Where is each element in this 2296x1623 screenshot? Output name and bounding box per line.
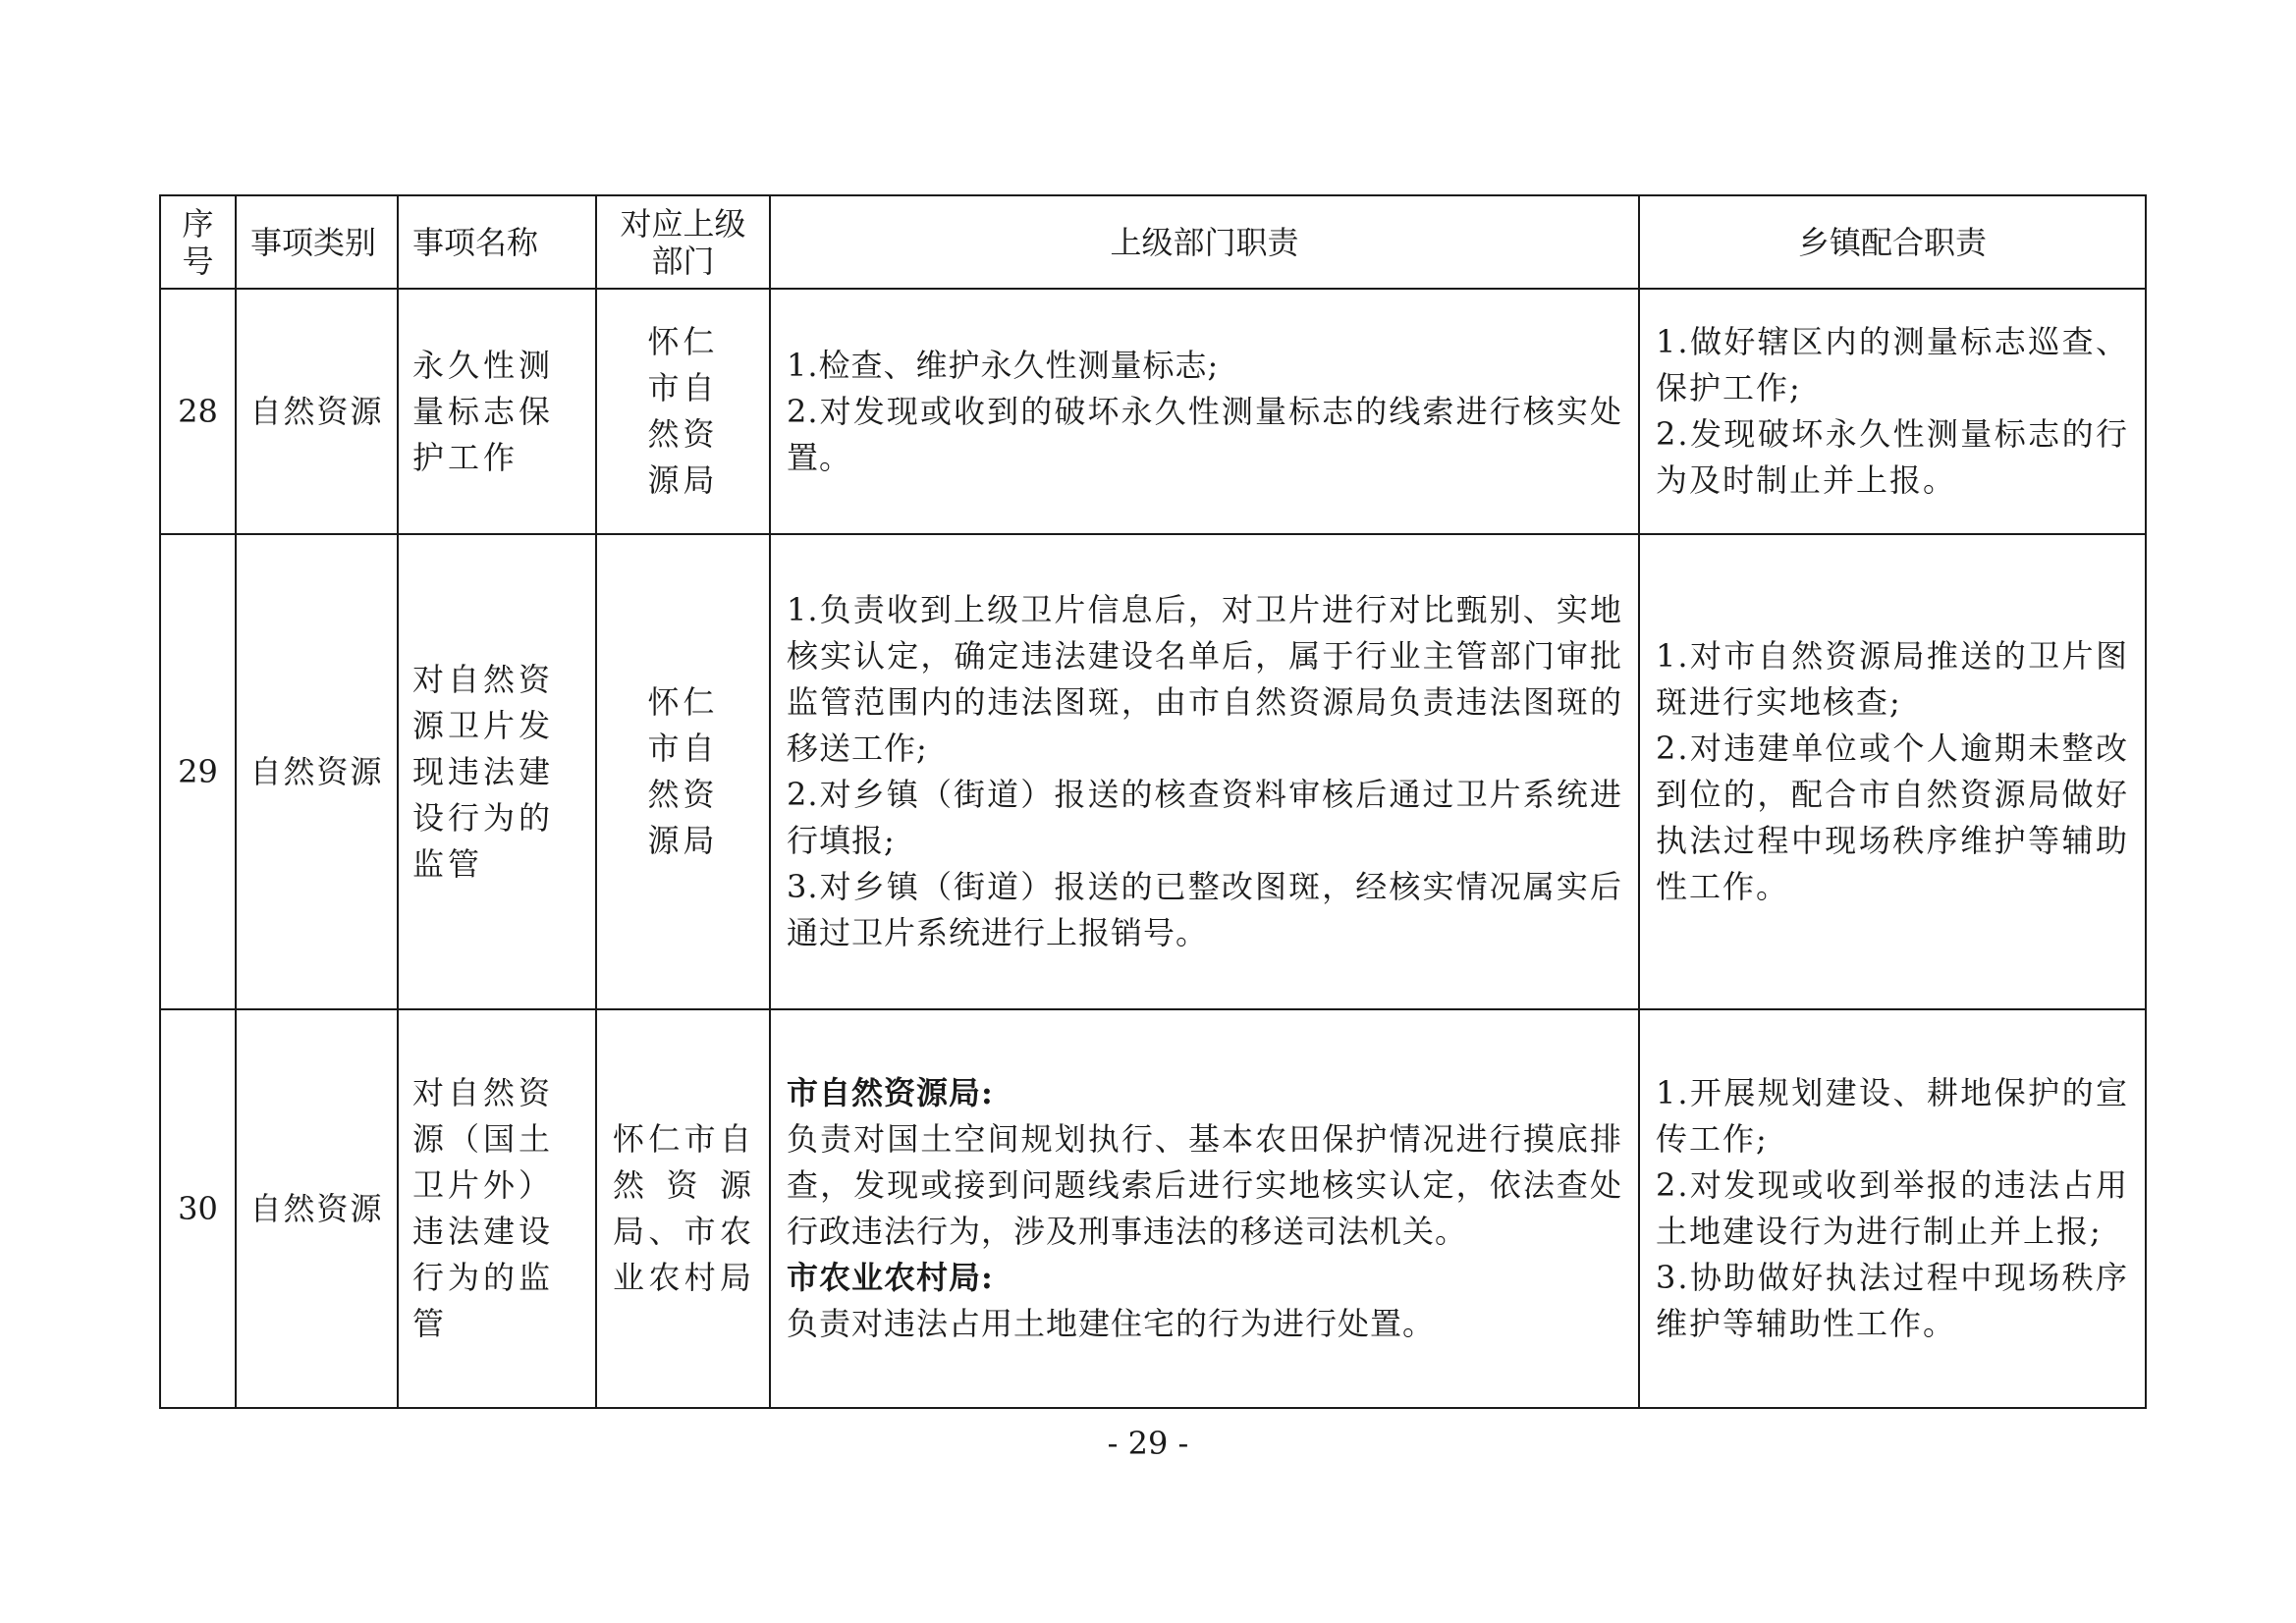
header-dept: 对应上级部门 xyxy=(596,195,770,289)
page-number: - 29 - xyxy=(1107,1425,1189,1462)
header-name: 事项名称 xyxy=(398,195,596,289)
town-duty-item: 1.对市自然资源局推送的卫片图斑进行实地核查; xyxy=(1656,637,2129,721)
row-name: 对自然资源（国土卫片外）违法建设行为的监管 xyxy=(398,1009,596,1408)
duty-item: 1.负责收到上级卫片信息后，对卫片进行对比甄别、实地核实认定，确定违法建设名单后，属于行业主管部门审批监管范围内的违法图斑，由市自然资源局负责违法图斑的移送工作; xyxy=(787,591,1622,767)
table-row xyxy=(160,289,2146,534)
row-category: 自然资源 xyxy=(236,534,398,1009)
town-duty-item: 2.对违建单位或个人逾期未整改到位的，配合市自然资源局做好执法过程中现场秩序维护等辅助性工作。 xyxy=(1656,730,2129,905)
row-name: 对自然资源卫片发现违法建设行为的监管 xyxy=(398,534,596,1009)
duty-section-title: 市自然资源局: xyxy=(787,1074,994,1111)
row-dept: 怀仁市自然资源局 xyxy=(596,534,770,1009)
row-seq: 28 xyxy=(160,289,236,534)
row-upper-duty xyxy=(770,534,1639,1009)
row-dept: 怀仁市自然资源局 xyxy=(596,289,770,534)
header-upper-duty: 上级部门职责 xyxy=(770,195,1639,289)
row-upper-duty xyxy=(770,289,1639,534)
row-seq: 29 xyxy=(160,534,236,1009)
row-upper-duty xyxy=(770,1009,1639,1408)
town-duty-item: 3.协助做好执法过程中现场秩序维护等辅助性工作。 xyxy=(1656,1259,2129,1342)
duty-section-title: 市农业农村局: xyxy=(787,1259,994,1296)
town-duty-item: 1.开展规划建设、耕地保护的宣传工作; xyxy=(1656,1074,2129,1158)
row-town-duty xyxy=(1639,1009,2146,1408)
row-town-duty xyxy=(1639,534,2146,1009)
table-header-row xyxy=(160,195,2146,289)
duty-item: 负责对国土空间规划执行、基本农田保护情况进行摸底排查，发现或接到问题线索后进行实地核实认定，依法查处行政违法行为，涉及刑事违法的移送司法机关。 xyxy=(787,1120,1622,1250)
responsibility-table xyxy=(159,194,2147,1409)
duty-item: 2.对发现或收到的破坏永久性测量标志的线索进行核实处置。 xyxy=(787,392,1622,476)
header-town-duty: 乡镇配合职责 xyxy=(1639,195,2146,289)
duty-item: 2.对乡镇（街道）报送的核查资料审核后通过卫片系统进行填报; xyxy=(787,776,1622,859)
town-duty-item: 2.发现破坏永久性测量标志的行为及时制止并上报。 xyxy=(1656,415,2129,499)
row-seq: 30 xyxy=(160,1009,236,1408)
table-row xyxy=(160,1009,2146,1408)
header-seq: 序号 xyxy=(160,195,236,289)
header-category: 事项类别 xyxy=(236,195,398,289)
row-town-duty xyxy=(1639,289,2146,534)
town-duty-item: 2.对发现或收到举报的违法占用土地建设行为进行制止并上报; xyxy=(1656,1166,2129,1250)
row-name: 永久性测量标志保护工作 xyxy=(398,289,596,534)
duty-item: 1.检查、维护永久性测量标志; xyxy=(787,346,1220,384)
row-dept: 怀仁市自然资源局、市农业农村局 xyxy=(596,1009,770,1408)
row-category: 自然资源 xyxy=(236,1009,398,1408)
table-row xyxy=(160,534,2146,1009)
duty-item: 3.对乡镇（街道）报送的已整改图斑，经核实情况属实后通过卫片系统进行上报销号。 xyxy=(787,868,1622,951)
town-duty-item: 1.做好辖区内的测量标志巡查、保护工作; xyxy=(1656,323,2129,406)
row-category: 自然资源 xyxy=(236,289,398,534)
duty-item: 负责对违法占用土地建住宅的行为进行处置。 xyxy=(787,1305,1436,1342)
